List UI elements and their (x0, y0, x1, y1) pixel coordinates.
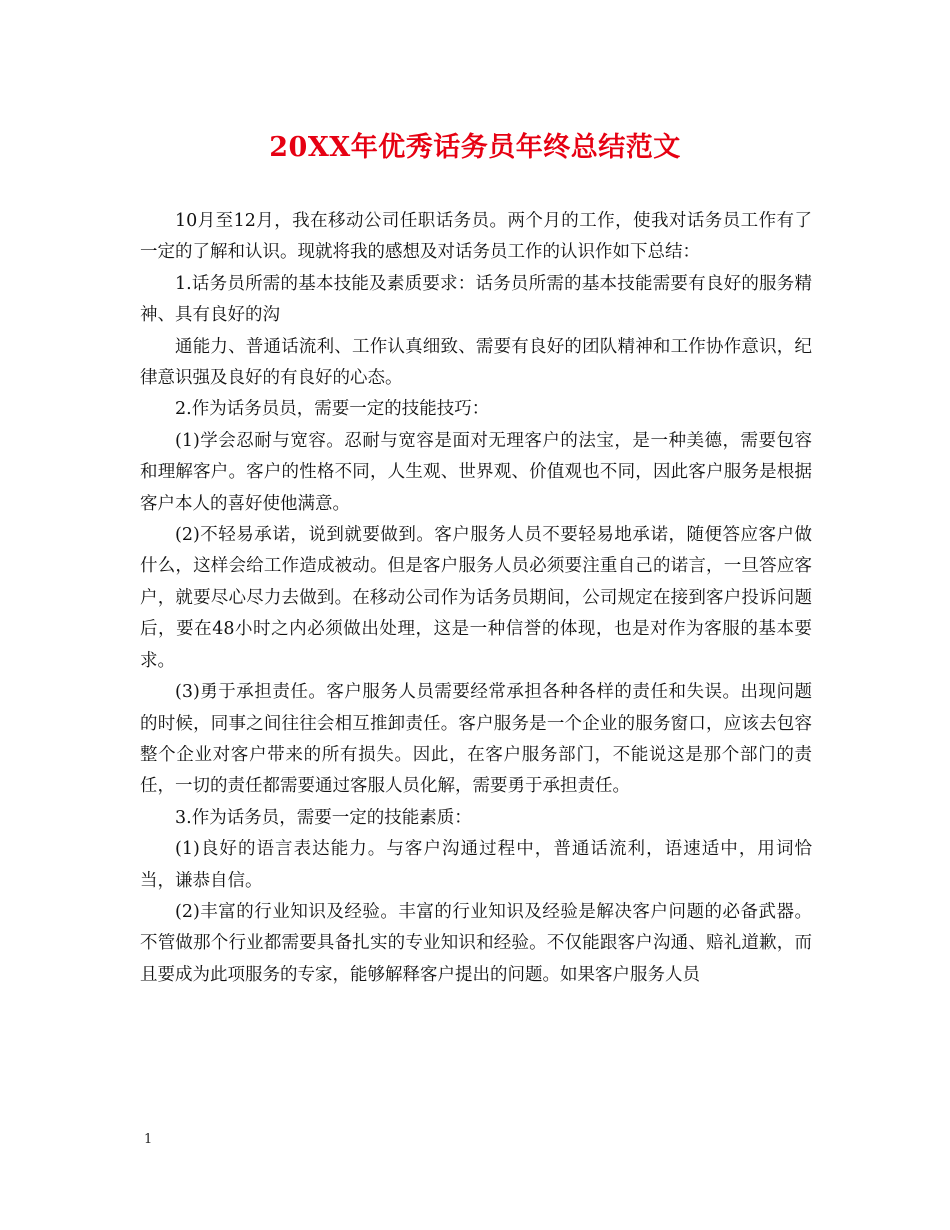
paragraph-section-2-item-3: (3)勇于承担责任。客户服务人员需要经常承担各种各样的责任和失误。出现问题的时候，同事之间往往会相互推卸责任。客户服务是一个企业的服务窗口，应该去包容整个企业对客户带来的所有损失。因此，在客户服务部门，不能说这是那个部门的责任，一切的责任都需要通过客服人员化解，需要勇于承担责任。 (140, 682, 812, 797)
document-title: 20XX年优秀话务员年终总结范文 (269, 132, 681, 163)
paragraph-section-2: 2.作为话务员员，需要一定的技能技巧： (175, 399, 490, 420)
paragraph-section-2-item-1: (1)学会忍耐与宽容。忍耐与宽容是面对无理客户的法宝，是一种美德，需要包容和理解客户。客户的性格不同，人生观、世界观、价值观也不同，因此客户服务是根据客户本人的喜好使他满意。 (140, 430, 812, 514)
paragraph-section-3-item-1: (1)良好的语言表达能力。与客户沟通过程中，普通话流利，语速适中，用词恰当，谦恭自信。 (140, 839, 812, 891)
paragraph-intro: 10月至12月，我在移动公司任职话务员。两个月的工作，使我对话务员工作有了一定的了解和认识。现就将我的感想及对话务员工作的认识作如下总结： (140, 211, 812, 263)
paragraph-section-3: 3.作为话务员，需要一定的技能素质： (175, 807, 472, 828)
paragraph-section-1-cont: 通能力、普通话流利、工作认真细致、需要有良好的团队精神和工作协作意识，纪律意识强及良好的有良好的心态。 (140, 336, 812, 389)
paragraph-section-1: 1.话务员所需的基本技能及素质要求：话务员所需的基本技能需要有良好的服务精神、具有良好的沟 (140, 273, 812, 326)
paragraph-section-3-item-2: (2)丰富的行业知识及经验。丰富的行业知识及经验是解决客户问题的必备武器。不管做那个行业都需要具备扎实的专业知识和经验。不仅能跟客户沟通、赔礼道歉，而且要成为此项服务的专家，能够解释客户提出的问题。如果客户服务人员 (140, 901, 812, 985)
document-body (140, 206, 812, 991)
page-number: 1 (144, 1132, 153, 1147)
paragraph-section-2-item-2: (2)不轻易承诺，说到就要做到。客户服务人员不要轻易地承诺，随便答应客户做什么，这样会给工作造成被动。但是客户服务人员必须要注重自己的诺言，一旦答应客户，就要尽心尽力去做到。在移动公司作为话务员期间，公司规定在接到客户投诉问题后，要在48小时之内必须做出处理，这是一种信誉的体现，也是对作为客服的基本要求。 (140, 525, 812, 671)
